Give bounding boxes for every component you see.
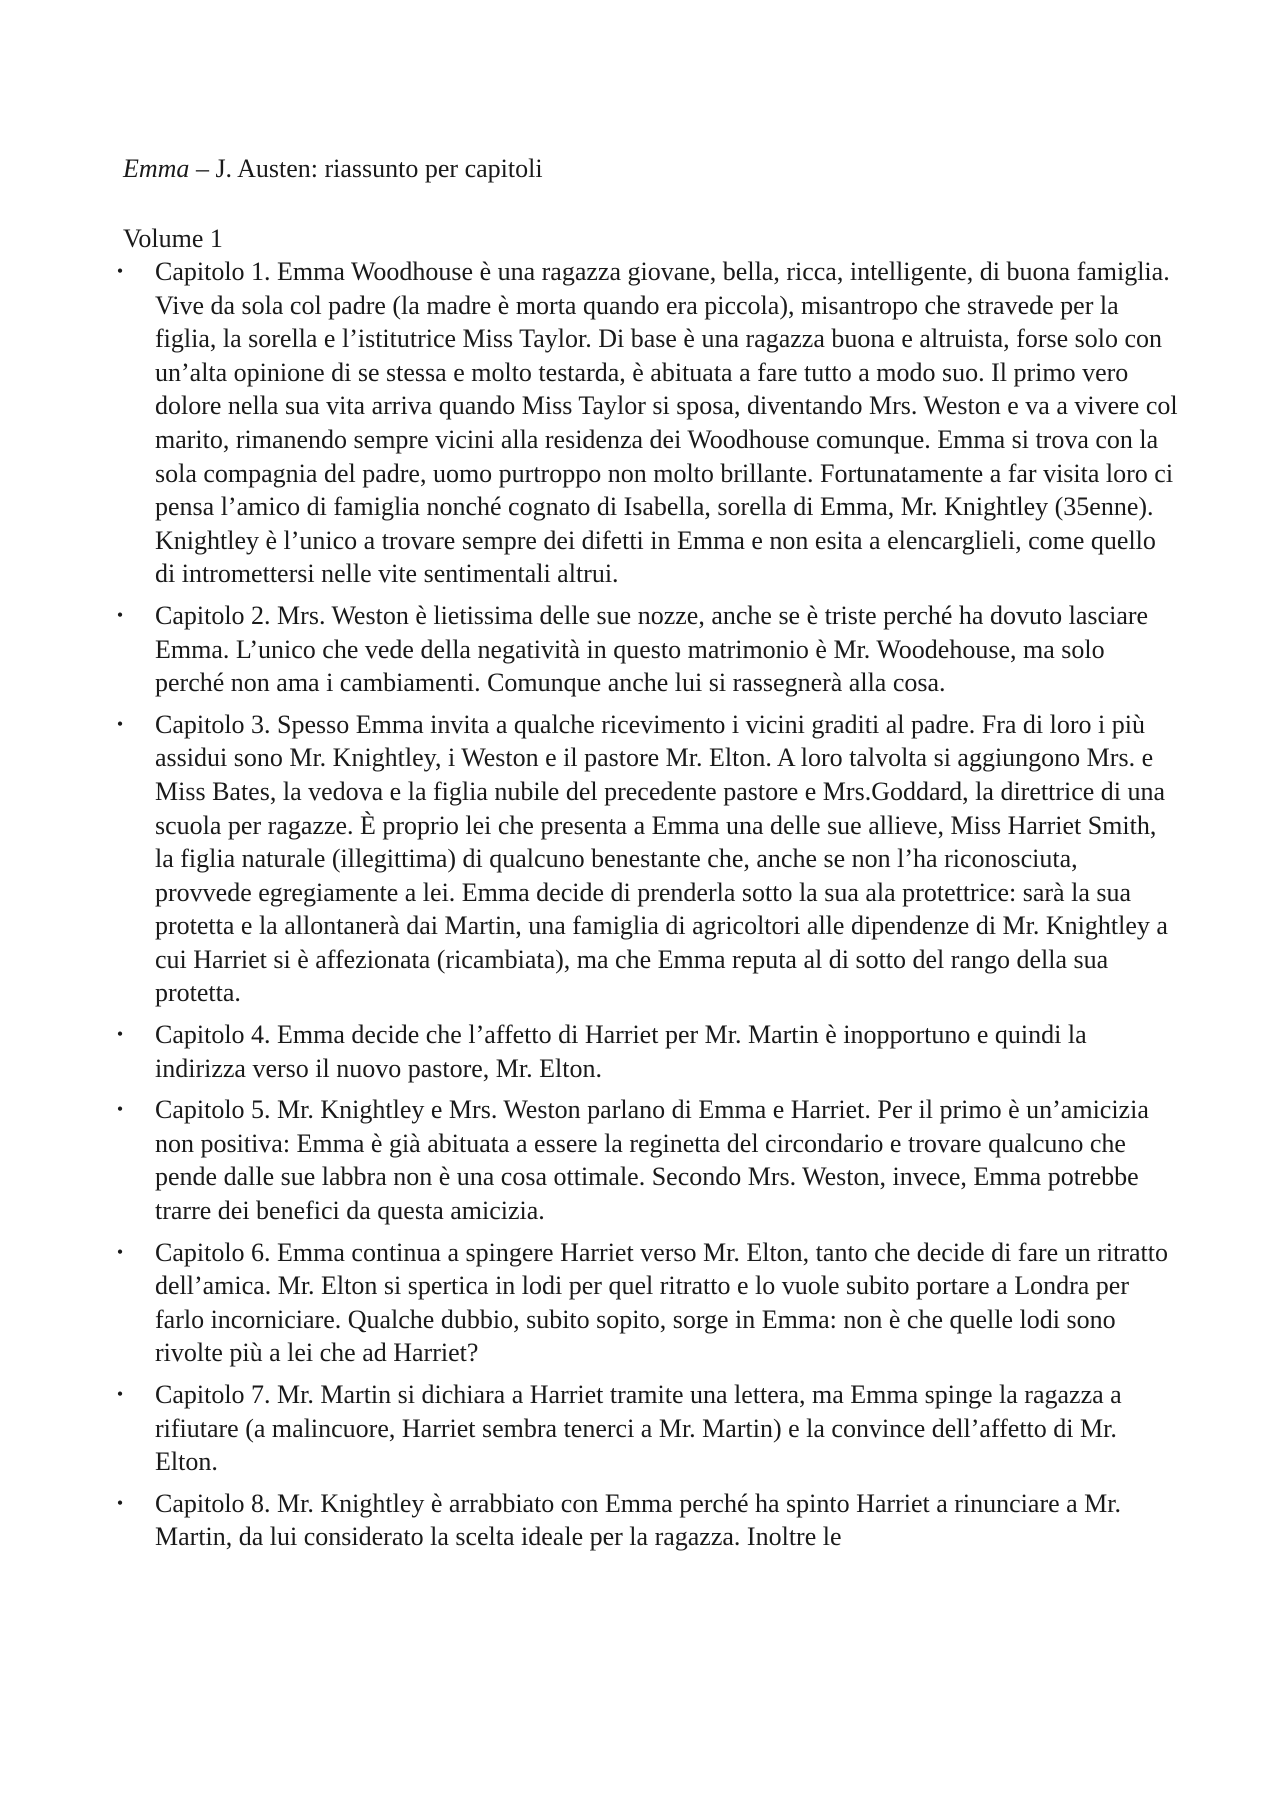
chapter-4-item — [110, 1018, 1180, 1085]
chapter-8-item — [110, 1487, 1180, 1554]
chapter-3-item — [110, 708, 1180, 1010]
bullet-icon: • — [116, 261, 124, 281]
title-subtitle: – J. Austen: riassunto per capitoli — [189, 154, 543, 183]
chapter-1-text: Capitolo 1. Emma Woodhouse è una ragazza giovane, bella, ricca, intelligente, di buona famiglia. Vive da sola col padre (la madre è morta quando era piccola), misantropo che stravede per la figlia, la sorella e l’istitutrice Miss Taylor. Di base è una ragazza buona e altruista, forse solo con un’alta opinione di se stessa e molto testarda, è abituata a fare tutto a modo suo. Il primo vero dolore nella sua vita arriva quando Miss Taylor si sposa, diventando Mrs. Weston e va a vivere col marito, rimanendo sempre vicini alla residenza dei Woodhouse comunque. Emma si trova con la sola compagnia del padre, uomo purtroppo non molto brillante. Fortunatamente a far visita loro ci pensa l’amico di famiglia nonché cognato di Isabella, sorella di Emma, Mr. Knightley (35enne). Knightley è l’unico a trovare sempre dei difetti in Emma e non esita a elencarglieli, come quello di intromettersi nelle vite sentimentali altrui. — [155, 257, 1178, 589]
bullet-icon: • — [116, 1492, 124, 1513]
chapter-5-item — [110, 1093, 1180, 1227]
bullet-icon: • — [116, 1024, 124, 1045]
volume-heading: Volume 1 — [123, 224, 223, 253]
bullet-icon: • — [116, 604, 124, 625]
chapter-1-item — [110, 255, 1180, 591]
title-book-name: Emma — [123, 154, 190, 183]
bullet-icon: • — [116, 1384, 124, 1404]
chapter-7-text: Capitolo 7. Mr. Martin si dichiara a Harriet tramite una lettera, ma Emma spinge la ragazza a rifiutare (a malincuore, Harriet sembra tenerci a Mr. Martin) e la convince dell’affetto di Mr. Elton. — [155, 1380, 1122, 1477]
chapter-2-text: Capitolo 2. Mrs. Weston è lietissima delle sue nozze, anche se è triste perché ha dovuto lasciare Emma. L’unico che vede della negatività in questo matrimonio è Mr. Woodehouse, ma solo perché non ama i cambiamenti. Comunque anche lui si rassegnerà alla cosa. — [155, 600, 1149, 698]
chapter-8-text: Capitolo 8. Mr. Knightley è arrabbiato con Emma perché ha spinto Harriet a rinunciare a Mr. Martin, da lui considerato la scelta ideale per la ragazza. Inoltre le — [155, 1488, 1122, 1552]
chapter-2-item — [110, 599, 1180, 700]
chapter-list — [110, 255, 1180, 1562]
chapter-5-text: Capitolo 5. Mr. Knightley e Mrs. Weston parlano di Emma e Harriet. Per il primo è un’amicizia non positiva: Emma è già abituata a essere la reginetta del circondario e trovare qualcuno che pende dalle sue labbra non è una cosa ottimale. Secondo Mrs. Weston, invece, Emma potrebbe trarre dei benefici da questa amicizia. — [155, 1095, 1149, 1226]
chapter-6-text: Capitolo 6. Emma continua a spingere Harriet verso Mr. Elton, tanto che decide di fare un ritratto dell’amica. Mr. Elton si spertica in lodi per quel ritratto e lo vuole subito portare a Londra per farlo incorniciare. Qualche dubbio, subito sopito, sorge in Emma: non è che quelle lodi sono rivolte più a lei che ad Harriet? — [155, 1237, 1168, 1368]
chapter-6-item — [110, 1236, 1180, 1370]
document-title — [123, 152, 543, 186]
chapter-4-text: Capitolo 4. Emma decide che l’affetto di Harriet per Mr. Martin è inopportuno e quindi la indirizza verso il nuovo pastore, Mr. Elton. — [155, 1020, 1087, 1083]
chapter-7-item — [110, 1378, 1180, 1479]
bullet-icon: • — [116, 1099, 124, 1120]
bullet-icon: • — [116, 1241, 124, 1262]
bullet-icon: • — [116, 713, 124, 734]
chapter-3-text: Capitolo 3. Spesso Emma invita a qualche ricevimento i vicini graditi al padre. Fra di loro i più assidui sono Mr. Knightley, i Weston e il pastore Mr. Elton. A loro talvolta si aggiungono Mrs. e Miss Bates, la vedova e la figlia nubile del precedente pastore e Mrs.Goddard, la direttrice di una scuola per ragazze. È proprio lei che presenta a Emma una delle sue allieve, Miss Harriet Smith, la figlia naturale (illegittima) di qualcuno benestante che, anche se non l’ha riconosciuta, provvede egregiamente a lei. Emma decide di prenderla sotto la sua ala protettrice: sarà la sua protetta e la allontanerà dai Martin, una famiglia di agricoltori alle dipendenze di Mr. Knightley a cui Harriet si è affezionata (ricambiata), ma che Emma reputa al di sotto del rango della sua protetta. — [155, 709, 1168, 1008]
